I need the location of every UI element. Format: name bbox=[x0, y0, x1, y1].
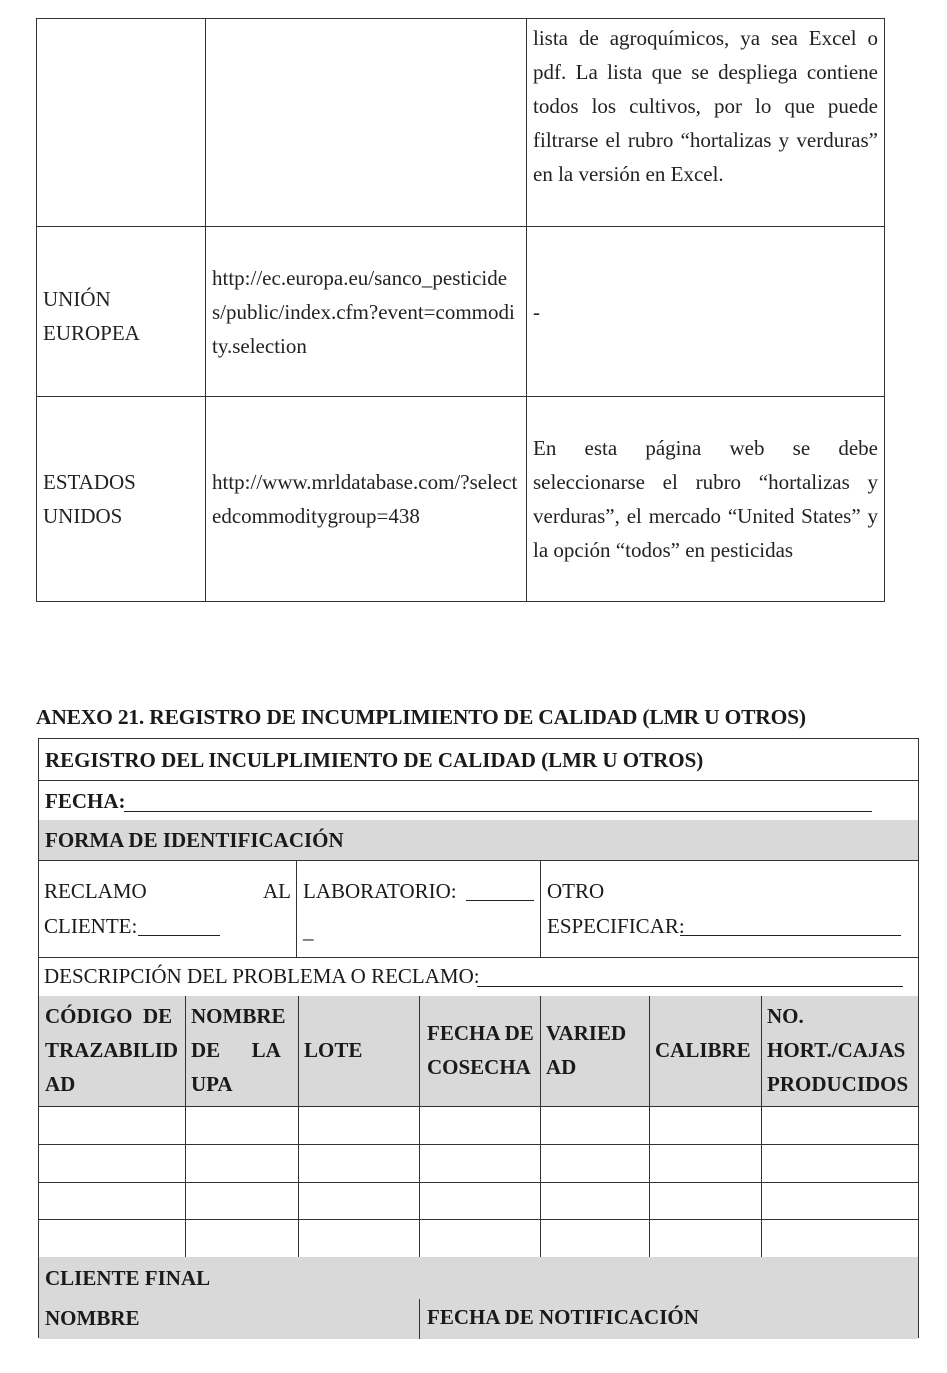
fecha-field[interactable] bbox=[124, 792, 872, 812]
cliente-final-row bbox=[39, 1257, 918, 1300]
description-row bbox=[39, 957, 918, 997]
table-cell[interactable] bbox=[649, 1106, 761, 1144]
url-cell[interactable]: http://www.mrldatabase.com/?selectedcommoditygroup=438 bbox=[206, 397, 527, 602]
url-cell bbox=[206, 19, 527, 227]
column-header-line: FECHA DE bbox=[427, 1021, 534, 1045]
table-cell[interactable] bbox=[39, 1182, 185, 1220]
table-cell[interactable] bbox=[649, 1219, 761, 1257]
column-header-line: AD bbox=[45, 1072, 76, 1096]
otro-label: OTRO bbox=[547, 879, 605, 903]
table-cell[interactable] bbox=[39, 1106, 185, 1144]
table-cell[interactable] bbox=[761, 1106, 920, 1144]
table-cell[interactable] bbox=[185, 1182, 298, 1220]
column-header-line: PRODUCIDOS bbox=[767, 1072, 909, 1096]
notification-row bbox=[39, 1299, 918, 1339]
especificar-field[interactable] bbox=[680, 916, 901, 936]
column-header-line: NOMBRE bbox=[191, 1004, 286, 1028]
divider bbox=[540, 860, 541, 957]
table-cell[interactable] bbox=[540, 1106, 649, 1144]
table-row bbox=[37, 397, 885, 602]
especificar-label: ESPECIFICAR: bbox=[547, 914, 685, 938]
table-cell[interactable] bbox=[298, 1144, 419, 1182]
laboratorio-dash: _ bbox=[303, 919, 314, 943]
table-cell[interactable] bbox=[649, 1182, 761, 1220]
reclamo-label-1: RECLAMO bbox=[44, 879, 147, 903]
column-header-line: NO. bbox=[767, 1004, 804, 1028]
note-cell: - bbox=[527, 227, 885, 397]
quality-record-form bbox=[38, 738, 919, 1338]
table-cell[interactable] bbox=[761, 1219, 920, 1257]
table-cell[interactable] bbox=[540, 1182, 649, 1220]
table-cell[interactable] bbox=[540, 1219, 649, 1257]
url-cell[interactable]: http://ec.europa.eu/sanco_pesticides/public/index.cfm?event=commodity.selection bbox=[206, 227, 527, 397]
table-cell[interactable] bbox=[39, 1219, 185, 1257]
table-cell[interactable] bbox=[298, 1182, 419, 1220]
nombre-label: NOMBRE bbox=[45, 1306, 140, 1330]
table-cell[interactable] bbox=[185, 1219, 298, 1257]
table-cell[interactable] bbox=[419, 1106, 540, 1144]
column-header-line: CALIBRE bbox=[655, 1038, 751, 1062]
column-header-line: UPA bbox=[191, 1072, 233, 1096]
column-header bbox=[45, 996, 183, 1106]
identification-header-row bbox=[39, 820, 918, 861]
column-header-line: HORT./CAJAS bbox=[767, 1038, 906, 1062]
identification-options-row bbox=[39, 860, 918, 958]
table-cell[interactable] bbox=[298, 1219, 419, 1257]
fecha-label: FECHA: bbox=[45, 789, 126, 813]
reclamo-cliente-field[interactable] bbox=[138, 916, 220, 936]
divider bbox=[185, 996, 186, 1106]
column-header-line: DE LA bbox=[191, 1038, 281, 1062]
description-label: DESCRIPCIÓN DEL PROBLEMA O RECLAMO: bbox=[44, 964, 480, 988]
form-title-row bbox=[39, 739, 918, 781]
divider bbox=[540, 996, 541, 1106]
column-header-line: LOTE bbox=[304, 1038, 363, 1062]
description-field[interactable] bbox=[477, 967, 903, 987]
table-cell[interactable] bbox=[419, 1182, 540, 1220]
table-row bbox=[39, 1106, 918, 1145]
table-cell[interactable] bbox=[761, 1182, 920, 1220]
column-header-line: AD bbox=[546, 1055, 577, 1079]
table-row bbox=[37, 19, 885, 227]
column-header bbox=[767, 996, 918, 1106]
table-row bbox=[37, 227, 885, 397]
column-header-line: TRAZABILID bbox=[45, 1038, 179, 1062]
table-row bbox=[39, 1144, 918, 1183]
table-cell[interactable] bbox=[185, 1106, 298, 1144]
fecha-row bbox=[39, 780, 918, 821]
country-cell bbox=[37, 19, 206, 227]
cliente-final-label: CLIENTE FINAL bbox=[45, 1266, 211, 1290]
table-cell[interactable] bbox=[298, 1106, 419, 1144]
column-header bbox=[427, 996, 538, 1106]
reference-table bbox=[36, 18, 885, 602]
table-row bbox=[39, 1182, 918, 1221]
column-header bbox=[655, 996, 759, 1106]
column-header bbox=[191, 996, 296, 1106]
reclamo-cliente-label: CLIENTE: bbox=[44, 914, 138, 938]
laboratorio-field[interactable] bbox=[466, 881, 534, 901]
column-header-line: VARIED bbox=[546, 1021, 627, 1045]
reclamo-label-2: AL bbox=[263, 879, 291, 903]
divider bbox=[419, 1299, 420, 1339]
table-cell[interactable] bbox=[540, 1144, 649, 1182]
identification-header: FORMA DE IDENTIFICACIÓN bbox=[45, 828, 344, 852]
table-row bbox=[39, 1219, 918, 1258]
column-header-line: COSECHA bbox=[427, 1055, 531, 1079]
table-cell[interactable] bbox=[419, 1219, 540, 1257]
country-cell: ESTADOS UNIDOS bbox=[37, 397, 206, 602]
note-cell: En esta página web se debe seleccionarse el rubro “hortalizas y verduras”, el mercado “United States” y la opción “todos” en pesticidas bbox=[527, 397, 885, 602]
table-cell[interactable] bbox=[419, 1144, 540, 1182]
form-title: REGISTRO DEL INCULPLIMIENTO DE CALIDAD (LMR U OTROS) bbox=[45, 748, 704, 772]
divider bbox=[296, 860, 297, 957]
column-header-row bbox=[39, 996, 918, 1107]
divider bbox=[761, 996, 762, 1106]
annex-title: ANEXO 21. REGISTRO DE INCUMPLIMIENTO DE CALIDAD (LMR U OTROS) bbox=[36, 705, 806, 729]
country-cell: UNIÓN EUROPEA bbox=[37, 227, 206, 397]
fecha-notificacion-label: FECHA DE NOTIFICACIÓN bbox=[427, 1305, 699, 1329]
divider bbox=[649, 996, 650, 1106]
column-header-line: CÓDIGO DE bbox=[45, 1004, 173, 1028]
table-cell[interactable] bbox=[761, 1144, 920, 1182]
divider bbox=[419, 996, 420, 1106]
column-header bbox=[546, 996, 647, 1106]
laboratorio-label: LABORATORIO: bbox=[303, 879, 457, 903]
table-cell[interactable] bbox=[39, 1144, 185, 1182]
table-cell[interactable] bbox=[185, 1144, 298, 1182]
note-cell: lista de agroquímicos, ya sea Excel o pdf. La lista que se despliega contiene todos los cultivos, por lo que puede filtrarse el rubro “hortalizas y verduras” en la versión en Excel. bbox=[527, 19, 885, 227]
table-cell[interactable] bbox=[649, 1144, 761, 1182]
column-header bbox=[304, 996, 417, 1106]
divider bbox=[298, 996, 299, 1106]
